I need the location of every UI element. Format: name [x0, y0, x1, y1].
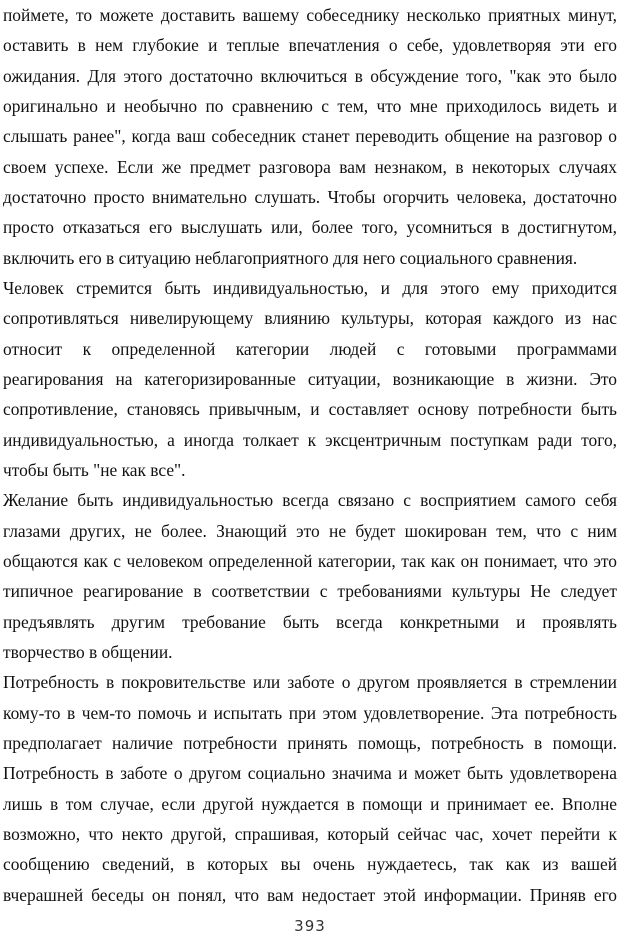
text-line: сообщению сведений, в которых вы очень нуждаетесь, так как из вашей	[3, 854, 617, 874]
text-line: типичное реагирование в соответствии с требованиями культуры Не следует	[3, 581, 617, 601]
text-line: Потребность в заботе о другом социально значима и может быть удовлетворена	[3, 763, 617, 783]
text-line: поймете, то можете доставить вашему собеседнику несколько приятных минут,	[3, 5, 617, 25]
text-line: предъявлять другим требование быть всегда конкретными и проявлять	[3, 612, 617, 632]
text-line: реагирования на категоризированные ситуации, возникающие в жизни. Это	[3, 369, 617, 389]
text-line: возможно, что некто другой, спрашивая, который сейчас час, хочет перейти к	[3, 824, 617, 844]
text-line: кому-то в чем-то помочь и испытать при этом удовлетворение. Эта потребность	[3, 703, 617, 723]
text-line: слышать ранее", когда ваш собеседник станет переводить общение на разговор о	[3, 126, 617, 146]
text-line: сопротивление, становясь привычным, и составляет основу потребности быть	[3, 399, 617, 419]
text-line: ожидания. Для этого достаточно включиться в обсуждение того, "как это было	[3, 66, 617, 86]
text-line: чтобы быть "не как все".	[3, 460, 186, 480]
text-line: относит к определенной категории людей с готовыми программами	[3, 339, 617, 359]
text-line: просто отказаться его выслушать или, более того, усомниться в достигнутом,	[3, 217, 617, 237]
text-line: вчерашней беседы он понял, что вам недостает этой информации. Приняв его	[3, 885, 617, 905]
text-line: индивидуальностью, а иногда толкает к эксцентричным поступкам ради того,	[3, 430, 617, 450]
text-line: достаточно просто внимательно слушать. Чтобы огорчить человека, достаточно	[3, 187, 617, 207]
text-line: глазами других, не более. Знающий это не будет шокирован тем, что с ним	[3, 521, 617, 541]
text-line: своем успехе. Если же предмет разговора вам незнаком, в некоторых случаях	[3, 157, 617, 177]
text-line: предполагает наличие потребности принять помощь, потребность в помощи.	[3, 733, 617, 753]
page-number: 393	[294, 917, 326, 935]
document-page	[3, 0, 617, 943]
text-line: Желание быть индивидуальностью всегда связано с восприятием самого себя	[3, 490, 617, 510]
text-line: включить его в ситуацию неблагоприятного для него социального сравнения.	[3, 248, 578, 268]
text-line: Человек стремится быть индивидуальностью, и для этого ему приходится	[3, 278, 617, 298]
text-line: сопротивляться нивелирующему влиянию культуры, которая каждого из нас	[3, 308, 617, 328]
text-line: общаются как с человеком определенной категории, так как он понимает, что это	[3, 551, 617, 571]
text-line: оставить в нем глубокие и теплые впечатления о себе, удовлетворяя эти его	[3, 35, 617, 55]
text-line: творчество в общении.	[3, 642, 173, 662]
text-line: лишь в том случае, если другой нуждается в помощи и принимает ее. Вполне	[3, 794, 617, 814]
text-line: оригинально и необычно по сравнению с тем, что мне приходилось видеть и	[3, 96, 617, 116]
text-line: Потребность в покровительстве или заботе о другом проявляется в стремлении	[3, 672, 617, 692]
